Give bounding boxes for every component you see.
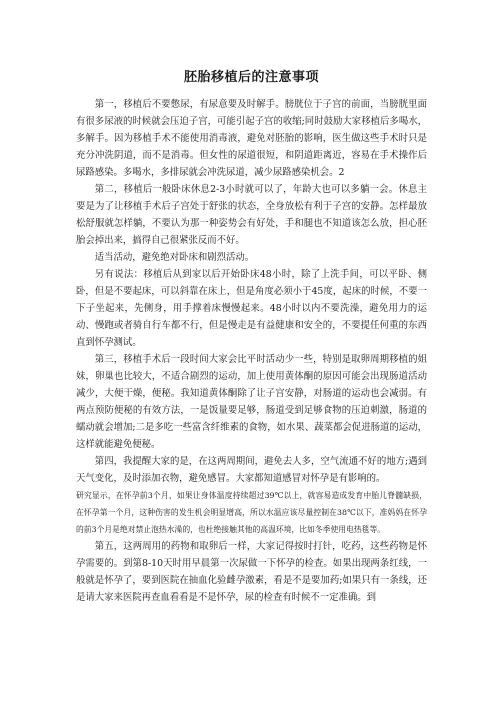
paragraph-4: 另有说法：移植后从到家以后开始卧床48小时，除了上洗手间，可以平卧、侧卧，但是不要起床，可以斜靠在床上，但是角度必须小于45度，起床的时候，不要一下子坐起来，先侧身，用手撑着床慢慢起来。48小时以内不要洗澡，避免用力的运动、慢跑或者骑自行车都不行，但是慢走是有益健康和安全的，不要提任何重的东西直到怀孕测试。	[76, 269, 427, 348]
paragraph-7-note: 研究显示，在怀孕前3个月，如果让身体温度持续超过39℃以上，就容易造成发育中胎儿脊髓缺损，在怀孕第一个月，这种伤害的发生机会明显增高，所以水温应该尽量控制在38℃以下，准妈妈在怀孕的前3个月是绝对禁止泡热水澡的，也杜绝接触其他的高温环境，比如冬季使用电热毯等。	[76, 491, 427, 534]
paragraph-5: 第三，移植手术后一段时间大家会比平时活动少一些，特别是取卵周期移植的姐妹，卵巢也比较大，不适合剧烈的运动，加上使用黄体酮的原因可能会出现肠道活动减少，大便干燥，便秘。我知道黄体酮除了让子宫安静，对肠道的运动也会减弱。有两点预防便秘的有效方法，一是饭量要足够，肠道受到足够食物的压迫刺激，肠道的蠕动就会增加;二是多吃一些富含纤维素的食物，如水果、蔬菜都会促进肠道的运动，这样就能避免便秘。	[76, 354, 427, 450]
paragraph-2: 第二，移植后一般卧床休息2-3小时就可以了，年龄大也可以多躺一会。休息主要是为了让移植手术后子宫处于舒张的状态，全身放松有利于子宫的安静。怎样最放松舒服就怎样躺，不要认为那一种姿势会有好处，手和腿也不知道该怎么放，担心胚胎会掉出来，搞得自己很紧张反而不好。	[76, 184, 427, 246]
document-title: 胚胎移植后的注意事项	[183, 70, 319, 85]
paragraph-3: 适当活动，避免绝对卧床和剧烈活动。	[94, 252, 255, 263]
paragraph-1: 第一，移植后不要憋尿，有尿意要及时解手。膀胱位于子宫的前面，当膀胱里面有很多尿液的时候就会压迫子宫，可能引起子宫的收缩;同时鼓励大家移植后多喝水，多解手。因为移植手术不能使用消毒液，避免对胚胎的影响，医生做这些手术时只是充分冲洗阴道，而不是消毒。但女性的尿道很短，和阴道距离近，容易在手术操作后尿路感染。多喝水，多排尿就会冲洗尿道，减少尿路感染机会。2	[76, 99, 427, 178]
paragraph-8: 第五，这两周用的药物和取卵后一样，大家记得按时打针，吃药，这些药物是怀孕需要的。到第8-10天时用早晨第一次尿做一下怀孕的检查。如果出现两条红线，一般就是怀孕了，要到医院在抽血化验雌孕激素，看是不是要加药;如果只有一条线，还是请大家来医院再查血看看是不是怀孕，尿的检查有时候不一定准确。到	[76, 541, 427, 603]
paragraph-6: 第四，我提醒大家的是，在这两周期间，避免去人多，空气流通不好的地方;遇到天气变化，及时添加衣物，避免感冒。大家都知道感冒对怀孕是有影响的。	[76, 456, 427, 484]
